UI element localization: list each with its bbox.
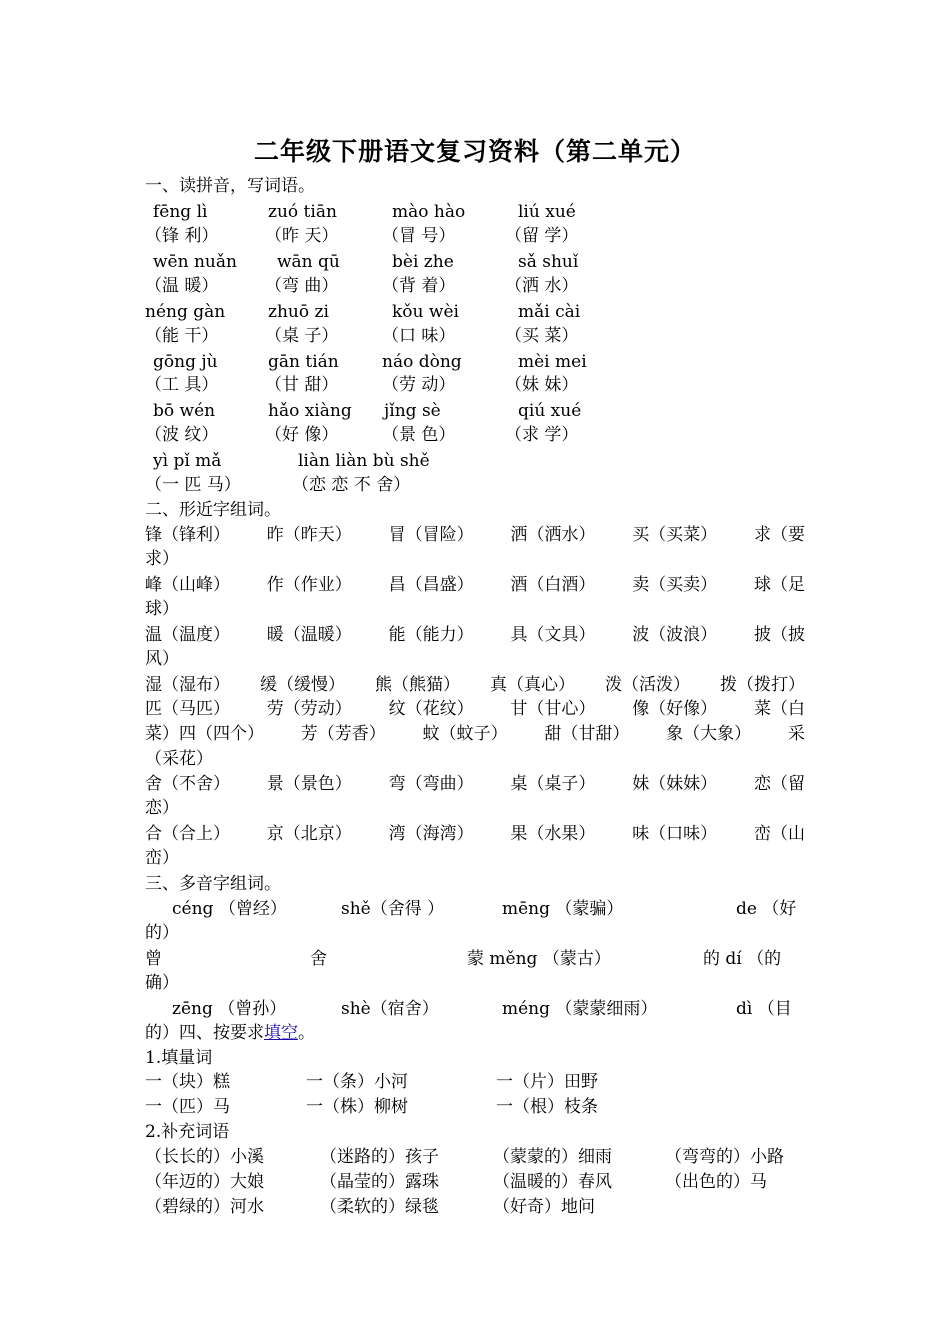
polyphone: zēng （曾孙）	[172, 999, 287, 1019]
word: （波 纹）	[145, 425, 219, 445]
item: 景（景色）	[266, 774, 352, 794]
item: 锋（锋利）	[145, 525, 230, 545]
pinyin: wēn nuǎn	[153, 252, 237, 272]
document-title: 二年级下册语文复习资料（第二单元）	[253, 137, 696, 166]
item: 温（温度）	[145, 625, 230, 645]
wrap-text: 求）	[145, 549, 179, 569]
item: 求（要	[753, 525, 805, 545]
phrase-item: （蒙蒙的）细雨	[493, 1147, 612, 1167]
item: 合（合上）	[145, 824, 230, 844]
item: 能（能力）	[388, 625, 474, 645]
phrase-item: （年迈的）大娘	[145, 1172, 264, 1192]
wrap-text: 确）	[145, 973, 179, 993]
word: （甘 甜）	[265, 375, 339, 395]
item: 暖（温暖）	[266, 625, 352, 645]
word: （留 学）	[505, 226, 579, 246]
item: 真（真心）	[490, 675, 575, 695]
wrap-text: 风）	[145, 649, 179, 669]
item: 作（作业）	[266, 575, 352, 595]
similar-chars-row	[145, 773, 805, 795]
measure-word-item: 一（株）柳树	[306, 1097, 408, 1117]
period: 。	[298, 1023, 315, 1043]
word: （弯 曲）	[265, 276, 339, 296]
word: （好 像）	[265, 425, 339, 445]
fill-blank-link[interactable]: 填空	[264, 1023, 298, 1043]
item: 采	[787, 724, 805, 744]
item: 拨（拨打）	[720, 675, 805, 695]
wrap-text: 峦）	[145, 848, 179, 868]
item: 球（足	[753, 575, 805, 595]
pinyin: sǎ shuǐ	[518, 252, 579, 272]
item: 甜（甘甜）	[544, 724, 630, 744]
similar-chars-row	[145, 674, 805, 696]
similar-chars-row	[145, 524, 805, 546]
pinyin: mèi mei	[518, 352, 587, 372]
word: （妹 妹）	[505, 375, 579, 395]
item: 像（好像）	[632, 699, 718, 719]
item: 峦（山	[753, 824, 805, 844]
polyphone: shě（舍得 ）	[341, 899, 445, 919]
word: （劳 动）	[382, 375, 456, 395]
word: （买 菜）	[505, 326, 579, 346]
item: 酒（白酒）	[510, 575, 596, 595]
item: 菜）四（四个）	[145, 724, 264, 744]
section2-heading: 二、形近字组词。	[145, 500, 281, 520]
phrase-item: （弯弯的）小路	[665, 1147, 784, 1167]
pinyin: zhuō zi	[268, 302, 329, 322]
polyphone-char: 曾	[145, 949, 162, 969]
word: （昨 天）	[265, 226, 339, 246]
similar-chars-row	[145, 624, 805, 646]
subsection-measure-words: 1.填量词	[145, 1048, 213, 1068]
wrap-text: （采花）	[145, 749, 213, 769]
item: 卖（买卖）	[632, 575, 718, 595]
item: 熊（熊猫）	[375, 675, 460, 695]
polyphone: céng （曾经）	[172, 899, 287, 919]
polyphone: méng （蒙蒙细雨）	[502, 999, 658, 1019]
pinyin: bèi zhe	[392, 252, 454, 272]
pinyin: yì pǐ mǎ	[153, 451, 222, 471]
pinyin: mào hào	[392, 202, 466, 222]
pinyin: gōng jù	[153, 352, 218, 372]
wrap-text: 的）四、按要求	[145, 1023, 264, 1043]
item: 象（大象）	[666, 724, 752, 744]
polyphone-char: 舍	[310, 949, 327, 969]
word: （桌 子）	[265, 326, 339, 346]
item: 劳（劳动）	[266, 699, 352, 719]
pinyin: zuó tiān	[268, 202, 337, 222]
pinyin: mǎi cài	[518, 302, 581, 322]
word: （温 暖）	[145, 276, 219, 296]
pinyin: kǒu wèi	[392, 302, 459, 322]
item: 蚊（蚊子）	[422, 724, 508, 744]
item: 果（水果）	[510, 824, 596, 844]
measure-word-item: 一（条）小河	[306, 1072, 408, 1092]
word: （工 具）	[145, 375, 219, 395]
wrap-text: 的）	[145, 923, 179, 943]
word: （能 干）	[145, 326, 219, 346]
item: 舍（不舍）	[145, 774, 230, 794]
pinyin: náo dòng	[382, 352, 462, 372]
polyphone: shè（宿舍）	[341, 999, 439, 1019]
phrase-item: （温暖的）春风	[493, 1172, 612, 1192]
item: 妹（妹妹）	[632, 774, 718, 794]
item: 披（披	[753, 625, 805, 645]
polyphone: mēng （蒙骗）	[502, 899, 624, 919]
item: 京（北京）	[266, 824, 352, 844]
item: 买（买菜）	[632, 525, 718, 545]
pinyin: néng gàn	[145, 302, 226, 322]
pinyin: liú xué	[518, 202, 576, 222]
similar-chars-row	[145, 698, 805, 720]
polyphone: 蒙 měng （蒙古）	[467, 949, 611, 969]
word: （冒 号）	[382, 226, 456, 246]
pinyin: qiú xué	[518, 401, 582, 421]
item: 芳（芳香）	[300, 724, 386, 744]
polyphone: 的 dí （的	[703, 949, 782, 969]
item: 昨（昨天）	[266, 525, 352, 545]
phrase-item: （好奇）地问	[493, 1197, 595, 1217]
word: （求 学）	[505, 425, 579, 445]
phrase-item: （柔软的）绿毯	[320, 1197, 439, 1217]
section3-heading: 三、多音字组词。	[145, 874, 281, 894]
item: 纹（花纹）	[388, 699, 474, 719]
phrase-item: （碧绿的）河水	[145, 1197, 264, 1217]
phrase-item: （迷路的）孩子	[320, 1147, 439, 1167]
subsection-fill-words: 2.补充词语	[145, 1122, 230, 1142]
item: 桌（桌子）	[510, 774, 596, 794]
item: 泼（活泼）	[605, 675, 690, 695]
item: 菜（白	[753, 699, 805, 719]
phrase-item: （长长的）小溪	[145, 1147, 264, 1167]
item: 冒（冒险）	[388, 525, 474, 545]
pinyin: liàn liàn bù shě	[298, 451, 430, 471]
measure-word-item: 一（根）枝条	[496, 1097, 598, 1117]
word: （洒 水）	[505, 276, 579, 296]
item: 味（口味）	[632, 824, 718, 844]
pinyin: bō wén	[153, 401, 216, 421]
phrase-item: （晶莹的）露珠	[320, 1172, 439, 1192]
polyphone: de （好	[736, 899, 797, 919]
item: 缓（缓慢）	[260, 675, 345, 695]
similar-chars-row	[145, 823, 805, 845]
pinyin: hǎo xiàng	[268, 401, 352, 421]
wrap-text: 球）	[145, 599, 179, 619]
word: （恋 恋 不 舍）	[292, 475, 411, 495]
item: 弯（弯曲）	[388, 774, 474, 794]
section1-heading: 一、读拼音，写词语。	[145, 176, 315, 196]
measure-word-item: 一（块）糕	[145, 1072, 230, 1092]
word: （锋 利）	[145, 226, 219, 246]
word: （口 味）	[382, 326, 456, 346]
similar-chars-row	[145, 574, 805, 596]
item: 甘（甘心）	[510, 699, 596, 719]
word: （背 着）	[382, 276, 456, 296]
item: 湾（海湾）	[388, 824, 474, 844]
item: 洒（洒水）	[510, 525, 596, 545]
item: 恋（留	[753, 774, 805, 794]
item: 具（文具）	[510, 625, 596, 645]
pinyin: wān qū	[277, 252, 340, 272]
item: 匹（马匹）	[145, 699, 230, 719]
item: 昌（昌盛）	[388, 575, 474, 595]
word: （景 色）	[382, 425, 456, 445]
pinyin: fēng lì	[153, 202, 208, 222]
measure-word-item: 一（片）田野	[496, 1072, 598, 1092]
polyphone: dì （目	[736, 999, 792, 1019]
section4-heading-line	[145, 1022, 315, 1044]
wrap-text: 恋）	[145, 798, 179, 818]
pinyin: gān tián	[268, 352, 339, 372]
phrase-item: （出色的）马	[665, 1172, 767, 1192]
item: 波（波浪）	[632, 625, 718, 645]
measure-word-item: 一（匹）马	[145, 1097, 230, 1117]
item: 峰（山峰）	[145, 575, 230, 595]
similar-chars-row	[145, 723, 805, 745]
pinyin: jǐng sè	[384, 401, 441, 421]
item: 湿（湿布）	[145, 675, 230, 695]
word: （一 匹 马）	[145, 475, 241, 495]
